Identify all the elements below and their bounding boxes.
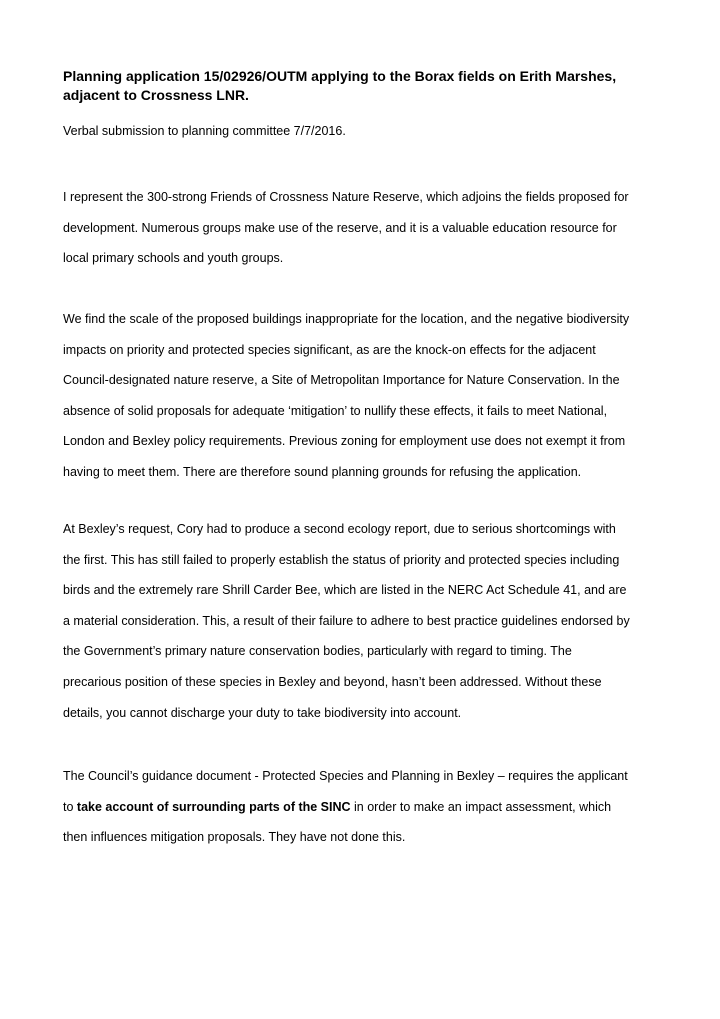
paragraph-2-line: London and Bexley policy requirements. Previous zoning for employment use does not exempt it from bbox=[63, 434, 626, 449]
paragraph-4 bbox=[63, 761, 683, 853]
document-title: Planning application 15/02926/OUTM applying to the Borax fields on Erith Marshes, adjacent to Crossness LNR. bbox=[63, 68, 617, 103]
paragraph-3 bbox=[63, 514, 683, 728]
paragraph-3-line: precarious position of these species in Bexley and beyond, hasn’t been addressed. Without these bbox=[63, 674, 602, 689]
paragraph-3-line: birds and the extremely rare Shrill Carder Bee, which are listed in the NERC Act Schedule 41, and are bbox=[63, 583, 627, 598]
paragraph-3-line: At Bexley’s request, Cory had to produce a second ecology report, due to serious shortcomings with bbox=[63, 522, 616, 536]
paragraph-4-prefix: to bbox=[63, 799, 77, 814]
paragraph-2-line: impacts on priority and protected species significant, as are the knock-on effects for the adjacent bbox=[63, 342, 596, 357]
paragraph-3-line: the first. This has still failed to properly establish the status of priority and protected species including bbox=[63, 552, 620, 567]
paragraph-4-line bbox=[63, 792, 683, 823]
sinc-emphasis: take account of surrounding parts of the SINC bbox=[76, 799, 351, 814]
paragraph-1-line: development. Numerous groups make use of the reserve, and it is a valuable education resource for bbox=[63, 220, 617, 235]
paragraph-1-line: local primary schools and youth groups. bbox=[63, 251, 284, 266]
paragraph-1 bbox=[63, 182, 683, 274]
paragraph-2-line: having to meet them. There are therefore sound planning grounds for refusing the application. bbox=[63, 464, 582, 479]
paragraph-2-line: Council-designated nature reserve, a Site of Metropolitan Importance for Nature Conservation. In the bbox=[63, 373, 620, 388]
paragraph-4-suffix: in order to make an impact assessment, which bbox=[350, 799, 612, 814]
paragraph-1-line: I represent the 300-strong Friends of Crossness Nature Reserve, which adjoins the fields proposed for bbox=[63, 190, 629, 204]
paragraph-4-line: then influences mitigation proposals. They have not done this. bbox=[63, 830, 406, 845]
paragraph-2 bbox=[63, 304, 683, 488]
document-subtitle: Verbal submission to planning committee 7/7/2016. bbox=[63, 124, 346, 138]
paragraph-3-line: a material consideration. This, a result of their failure to adhere to best practice guidelines endorsed by bbox=[63, 613, 630, 628]
paragraph-3-line: details, you cannot discharge your duty to take biodiversity into account. bbox=[63, 705, 462, 720]
paragraph-4-line: The Council’s guidance document - Protected Species and Planning in Bexley – requires the applicant bbox=[63, 769, 628, 783]
paragraph-2-line: absence of solid proposals for adequate ‘mitigation’ to nullify these effects, it fails to meet National, bbox=[63, 403, 608, 418]
paragraph-3-line: the Government’s primary nature conservation bodies, particularly with regard to timing. The bbox=[63, 644, 572, 659]
paragraph-2-line: We find the scale of the proposed buildings inappropriate for the location, and the negative biodiversity bbox=[63, 312, 630, 326]
